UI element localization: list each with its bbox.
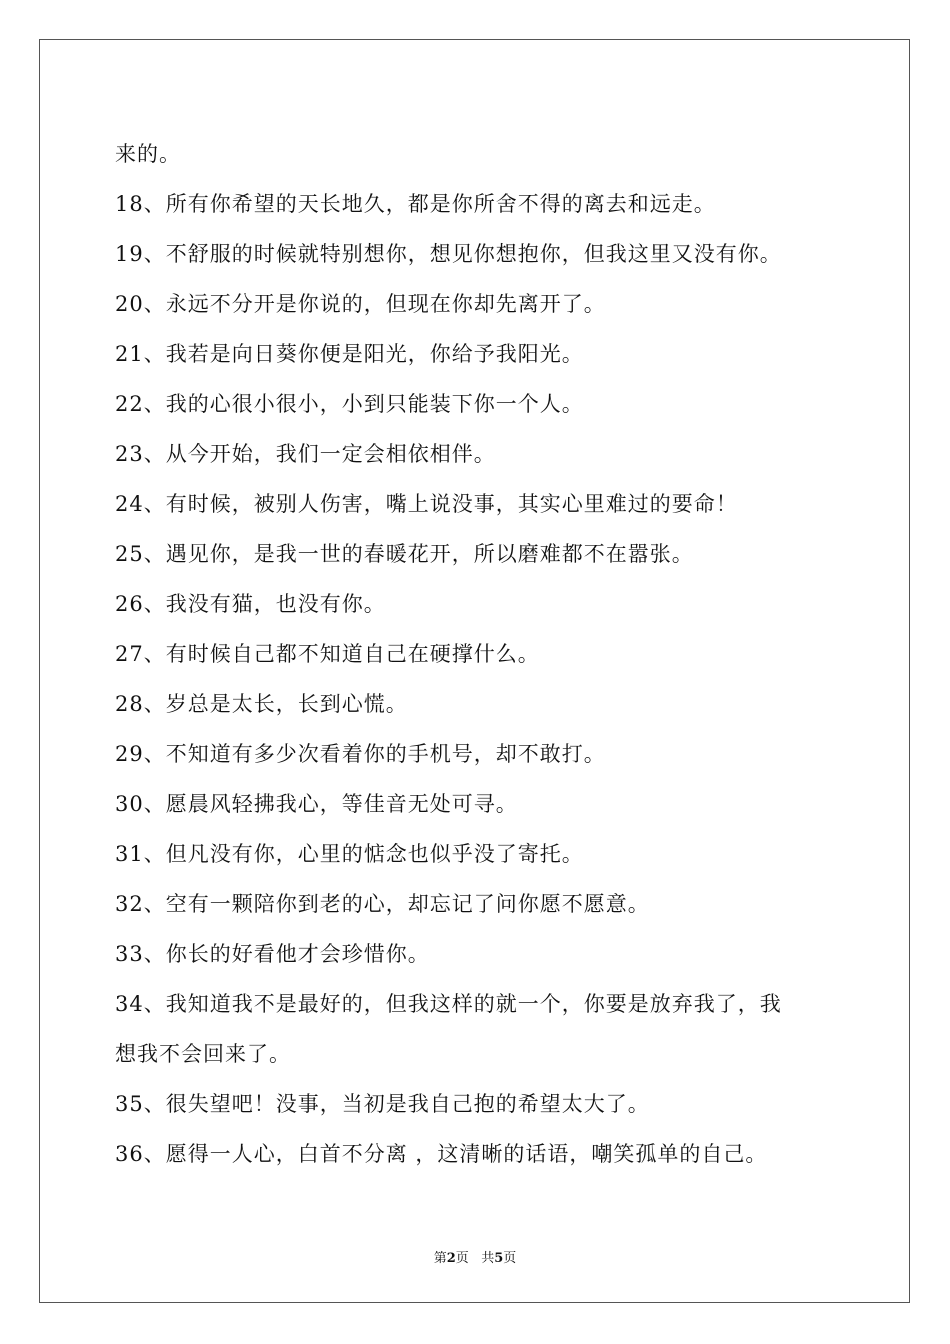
text-line: 30、愿晨风轻拂我心，等佳音无处可寻。 — [115, 792, 518, 816]
text-line: 26、我没有猫，也没有你。 — [115, 592, 386, 616]
text-line: 22、我的心很小很小，小到只能装下你一个人。 — [115, 392, 584, 416]
text-line: 32、空有一颗陪你到老的心，却忘记了问你愿不愿意。 — [115, 892, 650, 916]
text-line: 27、有时候自己都不知道自己在硬撑什么。 — [115, 642, 540, 666]
text-line: 31、但凡没有你，心里的惦念也似乎没了寄托。 — [115, 842, 584, 866]
text-line: 29、不知道有多少次看着你的手机号，却不敢打。 — [115, 742, 606, 766]
text-line: 20、永远不分开是你说的，但现在你却先离开了。 — [115, 292, 606, 316]
text-line: 来的。 — [115, 142, 181, 166]
text-line: 18、所有你希望的天长地久，都是你所舍不得的离去和远走。 — [115, 192, 716, 216]
text-line: 19、不舒服的时候就特别想你，想见你想抱你，但我这里又没有你。 — [115, 242, 782, 266]
text-line: 25、遇见你，是我一世的春暖花开，所以磨难都不在嚣张。 — [115, 542, 694, 566]
text-line: 23、从今开始，我们一定会相依相伴。 — [115, 442, 496, 466]
text-line: 想我不会回来了。 — [115, 1042, 291, 1066]
total-pages: 5 — [494, 1251, 504, 1266]
page-label-suffix: 页 — [455, 1251, 469, 1266]
text-line: 34、我知道我不是最好的，但我这样的就一个，你要是放弃我了，我 — [115, 992, 782, 1016]
document-body — [115, 129, 835, 1179]
page-number: 2 — [446, 1251, 456, 1266]
total-label-prefix: 共 — [481, 1251, 495, 1266]
text-line: 35、很失望吧！没事，当初是我自己抱的希望太大了。 — [115, 1092, 650, 1116]
text-line: 28、岁总是太长，长到心慌。 — [115, 692, 408, 716]
page-footer — [0, 1247, 950, 1266]
text-line: 36、愿得一人心，白首不分离 ，这清晰的话语，嘲笑孤单的自己。 — [115, 1142, 768, 1166]
text-line: 33、你长的好看他才会珍惜你。 — [115, 942, 430, 966]
text-line: 24、有时候，被别人伤害，嘴上说没事，其实心里难过的要命！ — [115, 492, 738, 516]
total-label-suffix: 页 — [503, 1251, 517, 1266]
text-line: 21、我若是向日葵你便是阳光，你给予我阳光。 — [115, 342, 584, 366]
page-label-prefix: 第 — [433, 1251, 447, 1266]
